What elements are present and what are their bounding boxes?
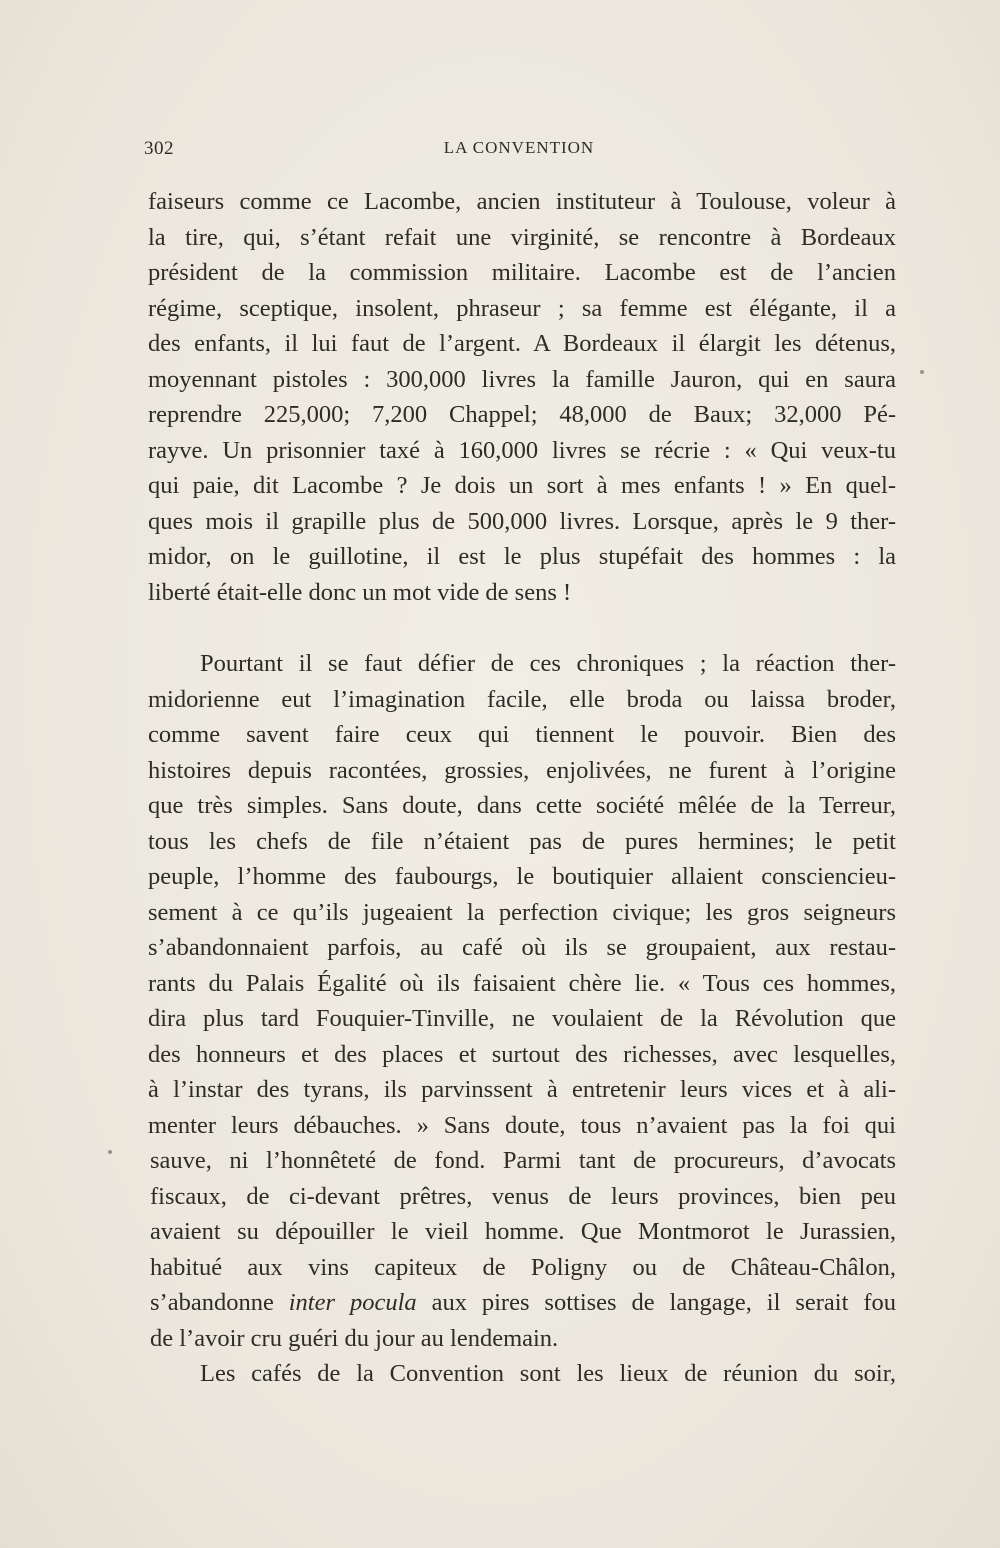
text-line: régime, sceptique, insolent, phraseur ; sa femme est élégante, il a <box>148 294 896 322</box>
text-line: Pourtant il se faut défier de ces chroniques ; la réaction ther- <box>200 650 896 677</box>
text-line: à l’instar des tyrans, ils parvinssent à entretenir leurs vices et à ali- <box>148 1076 896 1103</box>
paragraph-gap <box>148 610 896 646</box>
body-text <box>148 184 896 1392</box>
text-line: tous les chefs de file n’étaient pas de pures hermines; le petit <box>148 827 896 855</box>
text-line: rants du Palais Égalité où ils faisaient chère lie. « Tous ces hommes, <box>148 969 896 997</box>
paper-speck <box>108 1150 112 1154</box>
text-line: faiseurs comme ce Lacombe, ancien instituteur à Toulouse, voleur à <box>148 188 896 215</box>
text-line: ques mois il grapille plus de 500,000 livres. Lorsque, après le 9 ther- <box>148 507 896 535</box>
text-line: Les cafés de la Convention sont les lieux de réunion du soir, <box>200 1360 896 1387</box>
text-line: avaient su dépouiller le vieil homme. Que Montmorot le Jurassien, <box>150 1218 896 1245</box>
text-line: fiscaux, de ci-devant prêtres, venus de leurs provinces, bien peu <box>150 1182 896 1210</box>
text-line: la tire, qui, s’étant refait une virginité, se rencontre à Bordeaux <box>148 223 896 251</box>
text-line: reprendre 225,000; 7,200 Chappel; 48,000 de Baux; 32,000 Pé- <box>148 401 896 428</box>
running-head <box>144 138 894 168</box>
italic-latin-phrase: inter pocula <box>288 1289 417 1316</box>
text-line: de l’avoir cru guéri du jour au lendemain. <box>150 1324 559 1352</box>
text-line: histoires depuis racontées, grossies, enjolivées, ne furent à l’origine <box>148 756 896 784</box>
text-fragment: s’abandonne <box>150 1289 289 1316</box>
text-line: des honneurs et des places et surtout des richesses, avec lesquelles, <box>148 1040 896 1068</box>
paper-speck <box>920 370 924 374</box>
text-line: que très simples. Sans doute, dans cette société mêlée de la Terreur, <box>148 792 896 819</box>
page-number: 302 <box>144 138 174 159</box>
text-line: midorienne eut l’imagination facile, elle broda ou laissa broder, <box>148 685 896 713</box>
text-line: menter leurs débauches. » Sans doute, tous n’avaient pas la foi qui <box>148 1111 896 1139</box>
paragraph-3 <box>148 1356 896 1392</box>
text-line: liberté était-elle donc un mot vide de sens ! <box>148 578 572 606</box>
text-line: rayve. Un prisonnier taxé à 160,000 livres se récrie : « Qui veux-tu <box>148 436 896 464</box>
text-line: moyennant pistoles : 300,000 livres la famille Jauron, qui en saura <box>148 365 896 393</box>
text-fragment: aux pires sottises de langage, il serait fou <box>416 1289 896 1316</box>
paragraph-1 <box>148 184 896 610</box>
text-line: midor, on le guillotine, il est le plus stupéfait des hommes : la <box>148 543 896 570</box>
text-line: des enfants, il lui faut de l’argent. A Bordeaux il élargit les détenus, <box>148 330 896 357</box>
text-line-with-italic <box>150 1285 896 1321</box>
paragraph-2 <box>148 646 896 1356</box>
text-line: sauve, ni l’honnêteté de fond. Parmi tant de procureurs, d’avocats <box>150 1147 896 1174</box>
text-line: comme savent faire ceux qui tiennent le pouvoir. Bien des <box>148 721 896 748</box>
text-line: président de la commission militaire. Lacombe est de l’ancien <box>148 259 896 286</box>
text-line: peuple, l’homme des faubourgs, le boutiquier allaient consciencieu- <box>148 863 896 890</box>
text-line: dira plus tard Fouquier-Tinville, ne voulaient de la Révolution que <box>148 1005 896 1032</box>
text-line: qui paie, dit Lacombe ? Je dois un sort à mes enfants ! » En quel- <box>148 472 896 499</box>
text-line: habitué aux vins capiteux de Poligny ou de Château-Châlon, <box>150 1253 896 1281</box>
running-title: LA CONVENTION <box>443 138 595 157</box>
text-line: s’abandonnaient parfois, au café où ils se groupaient, aux restau- <box>148 934 896 961</box>
text-line: sement à ce qu’ils jugeaient la perfection civique; les gros seigneurs <box>148 898 896 926</box>
